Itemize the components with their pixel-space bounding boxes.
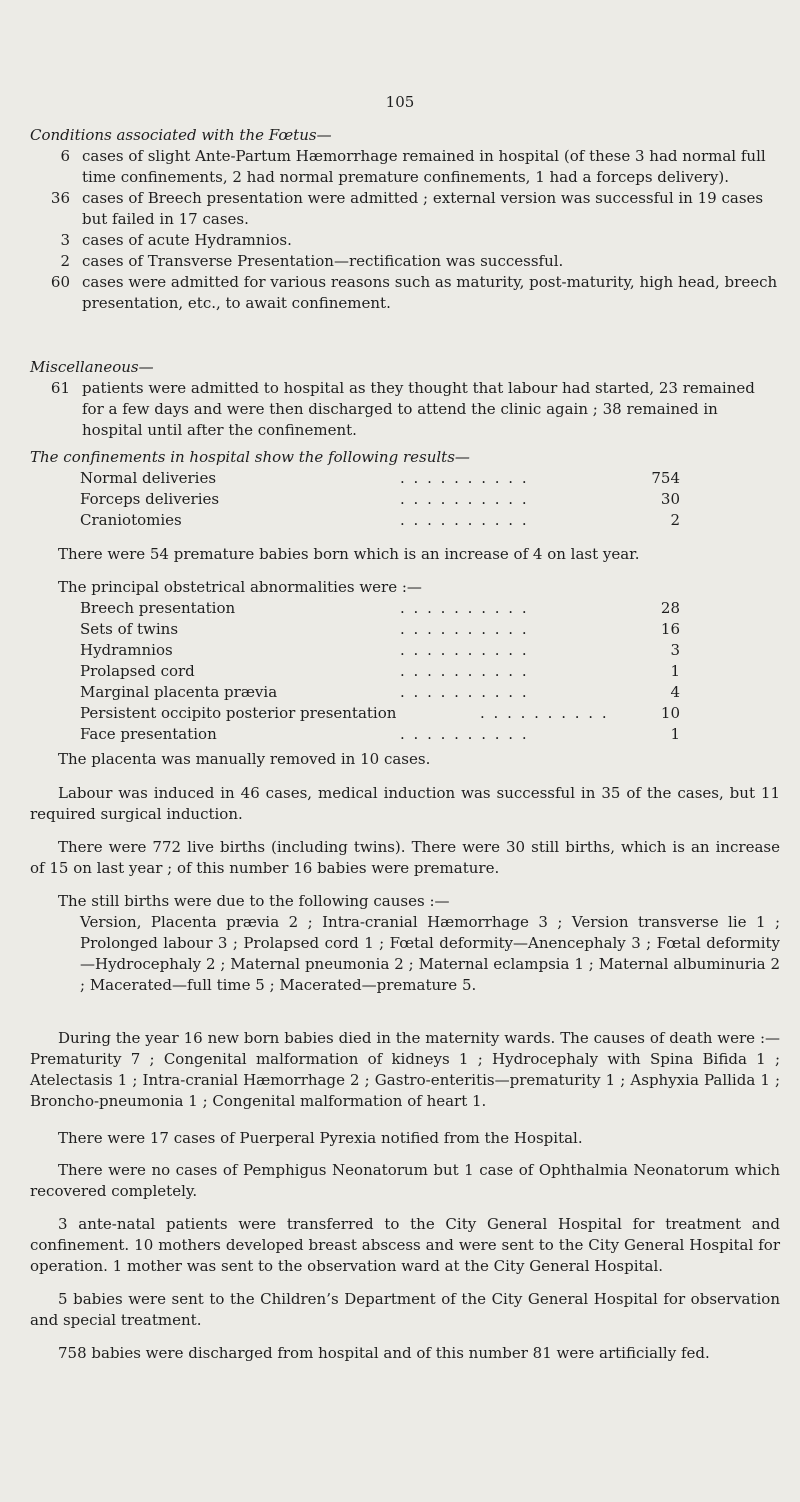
deaths-paragraph: During the year 16 new born babies died in the maternity wards. The causes of death were :—Prematurity 7 ; Congenital malformation of kidneys 1 ; Hydrocephaly with Spina Bifida 1 ; Atelectasis 1 ; Intra-cranial Hæmorrhage 2 ; Gastro-enteritis—prematurity 1 ; Asphyxia Pallida 1 ; Broncho-pneumonia 1 ; Congenital malformation of heart 1. [30, 1029, 780, 1110]
pemphigus-paragraph: There were no cases of Pemphigus Neonatorum but 1 case of Ophthalmia Neonatorum which recovered completely. [30, 1161, 780, 1200]
abnormality-row: Marginal placenta prævia . . . . . . . . . . 4 [80, 683, 680, 701]
foetus-heading: Conditions associated with the Fœtus— [30, 126, 332, 144]
foetus-item-5: 60 cases were admitted for various reasons such as maturity, post-maturity, high head, breech presentation, etc., to await confinement. [50, 273, 778, 312]
foetus-item-1: 6 cases of slight Ante-Partum Hæmorrhage remained in hospital (of these 3 had normal full time confinements, 2 had normal premature confinements, 1 had a forceps delivery). [60, 147, 766, 186]
misc-item-1: 61 patients were admitted to hospital as they thought that labour had started, 23 remained for a few days and were then discharged to attend the clinic again ; 38 remained in hospital until after the confinement. [50, 379, 755, 439]
foetus-section [30, 125, 780, 314]
still-births-section [30, 891, 780, 996]
premature-paragraph: There were 54 premature babies born which is an increase of 4 on last year. [58, 545, 640, 563]
still-births-causes: Version, Placenta prævia 2 ; Intra-cranial Hæmorrhage 3 ; Version transverse lie 1 ; Prolonged labour 3 ; Prolapsed cord 1 ; Fœtal deformity—Anencephaly 3 ; Fœtal deformity—Hydrocephaly 2 ; Maternal pneumonia 2 ; Maternal eclampsia 1 ; Maternal albuminuria 2 ; Macerated—full time 5 ; Macerated—premature 5. [80, 913, 780, 994]
foetus-item-2: 36 cases of Breech presentation were admitted ; external version was successful in 19 cases but failed in 17 cases. [50, 189, 764, 228]
abnormality-row: Prolapsed cord . . . . . . . . . . 1 [80, 662, 680, 680]
births-paragraph: There were 772 live births (including twins). There were 30 still births, which is an increase of 15 on last year ; of this number 16 babies were premature. [30, 838, 780, 877]
abnormalities-heading: The principal obstetrical abnormalities were :— [58, 578, 422, 596]
results-heading: The confinements in hospital show the following results— [30, 448, 470, 466]
misc-section [30, 357, 780, 441]
results-section [30, 447, 780, 531]
foetus-item-3: 3 cases of acute Hydramnios. [60, 231, 292, 249]
misc-heading: Miscellaneous— [30, 358, 154, 376]
page-number: 105 [385, 93, 415, 111]
placenta-paragraph: The placenta was manually removed in 10 cases. [58, 750, 431, 768]
results-row: Craniotomies . . . . . . . . . . 2 [80, 511, 680, 529]
abnormality-row: Sets of twins . . . . . . . . . . 16 [80, 620, 680, 638]
still-births-heading: The still births were due to the following causes :— [58, 892, 450, 910]
abnormality-row: Hydramnios . . . . . . . . . . 3 [80, 641, 680, 659]
discharged-paragraph: 758 babies were discharged from hospital and of this number 81 were artificially fed. [58, 1344, 710, 1362]
abnormalities-section [30, 577, 780, 745]
labour-paragraph: Labour was induced in 46 cases, medical induction was successful in 35 of the cases, but 11 required surgical induction. [30, 784, 780, 823]
abnormality-row: Persistent occipito posterior presentation . . . . . . . . . . 10 [80, 704, 680, 722]
abnormality-row: Face presentation . . . . . . . . . . 1 [80, 725, 680, 743]
abnormality-row: Breech presentation . . . . . . . . . . 28 [80, 599, 680, 617]
foetus-item-4: 2 cases of Transverse Presentation—rectification was successful. [60, 252, 564, 270]
children-paragraph: 5 babies were sent to the Children’s Department of the City General Hospital for observation and special treatment. [30, 1290, 780, 1329]
results-row: Normal deliveries . . . . . . . . . . 754 [80, 469, 680, 487]
transfer-paragraph: 3 ante-natal patients were transferred to the City General Hospital for treatment and confinement. 10 mothers developed breast abscess and were sent to the City General Hospital for operation. 1 mother was sent to the observation ward at the City General Hospital. [30, 1215, 780, 1275]
results-row: Forceps deliveries . . . . . . . . . . 30 [80, 490, 680, 508]
pyrexia-paragraph: There were 17 cases of Puerperal Pyrexia notified from the Hospital. [58, 1129, 583, 1147]
